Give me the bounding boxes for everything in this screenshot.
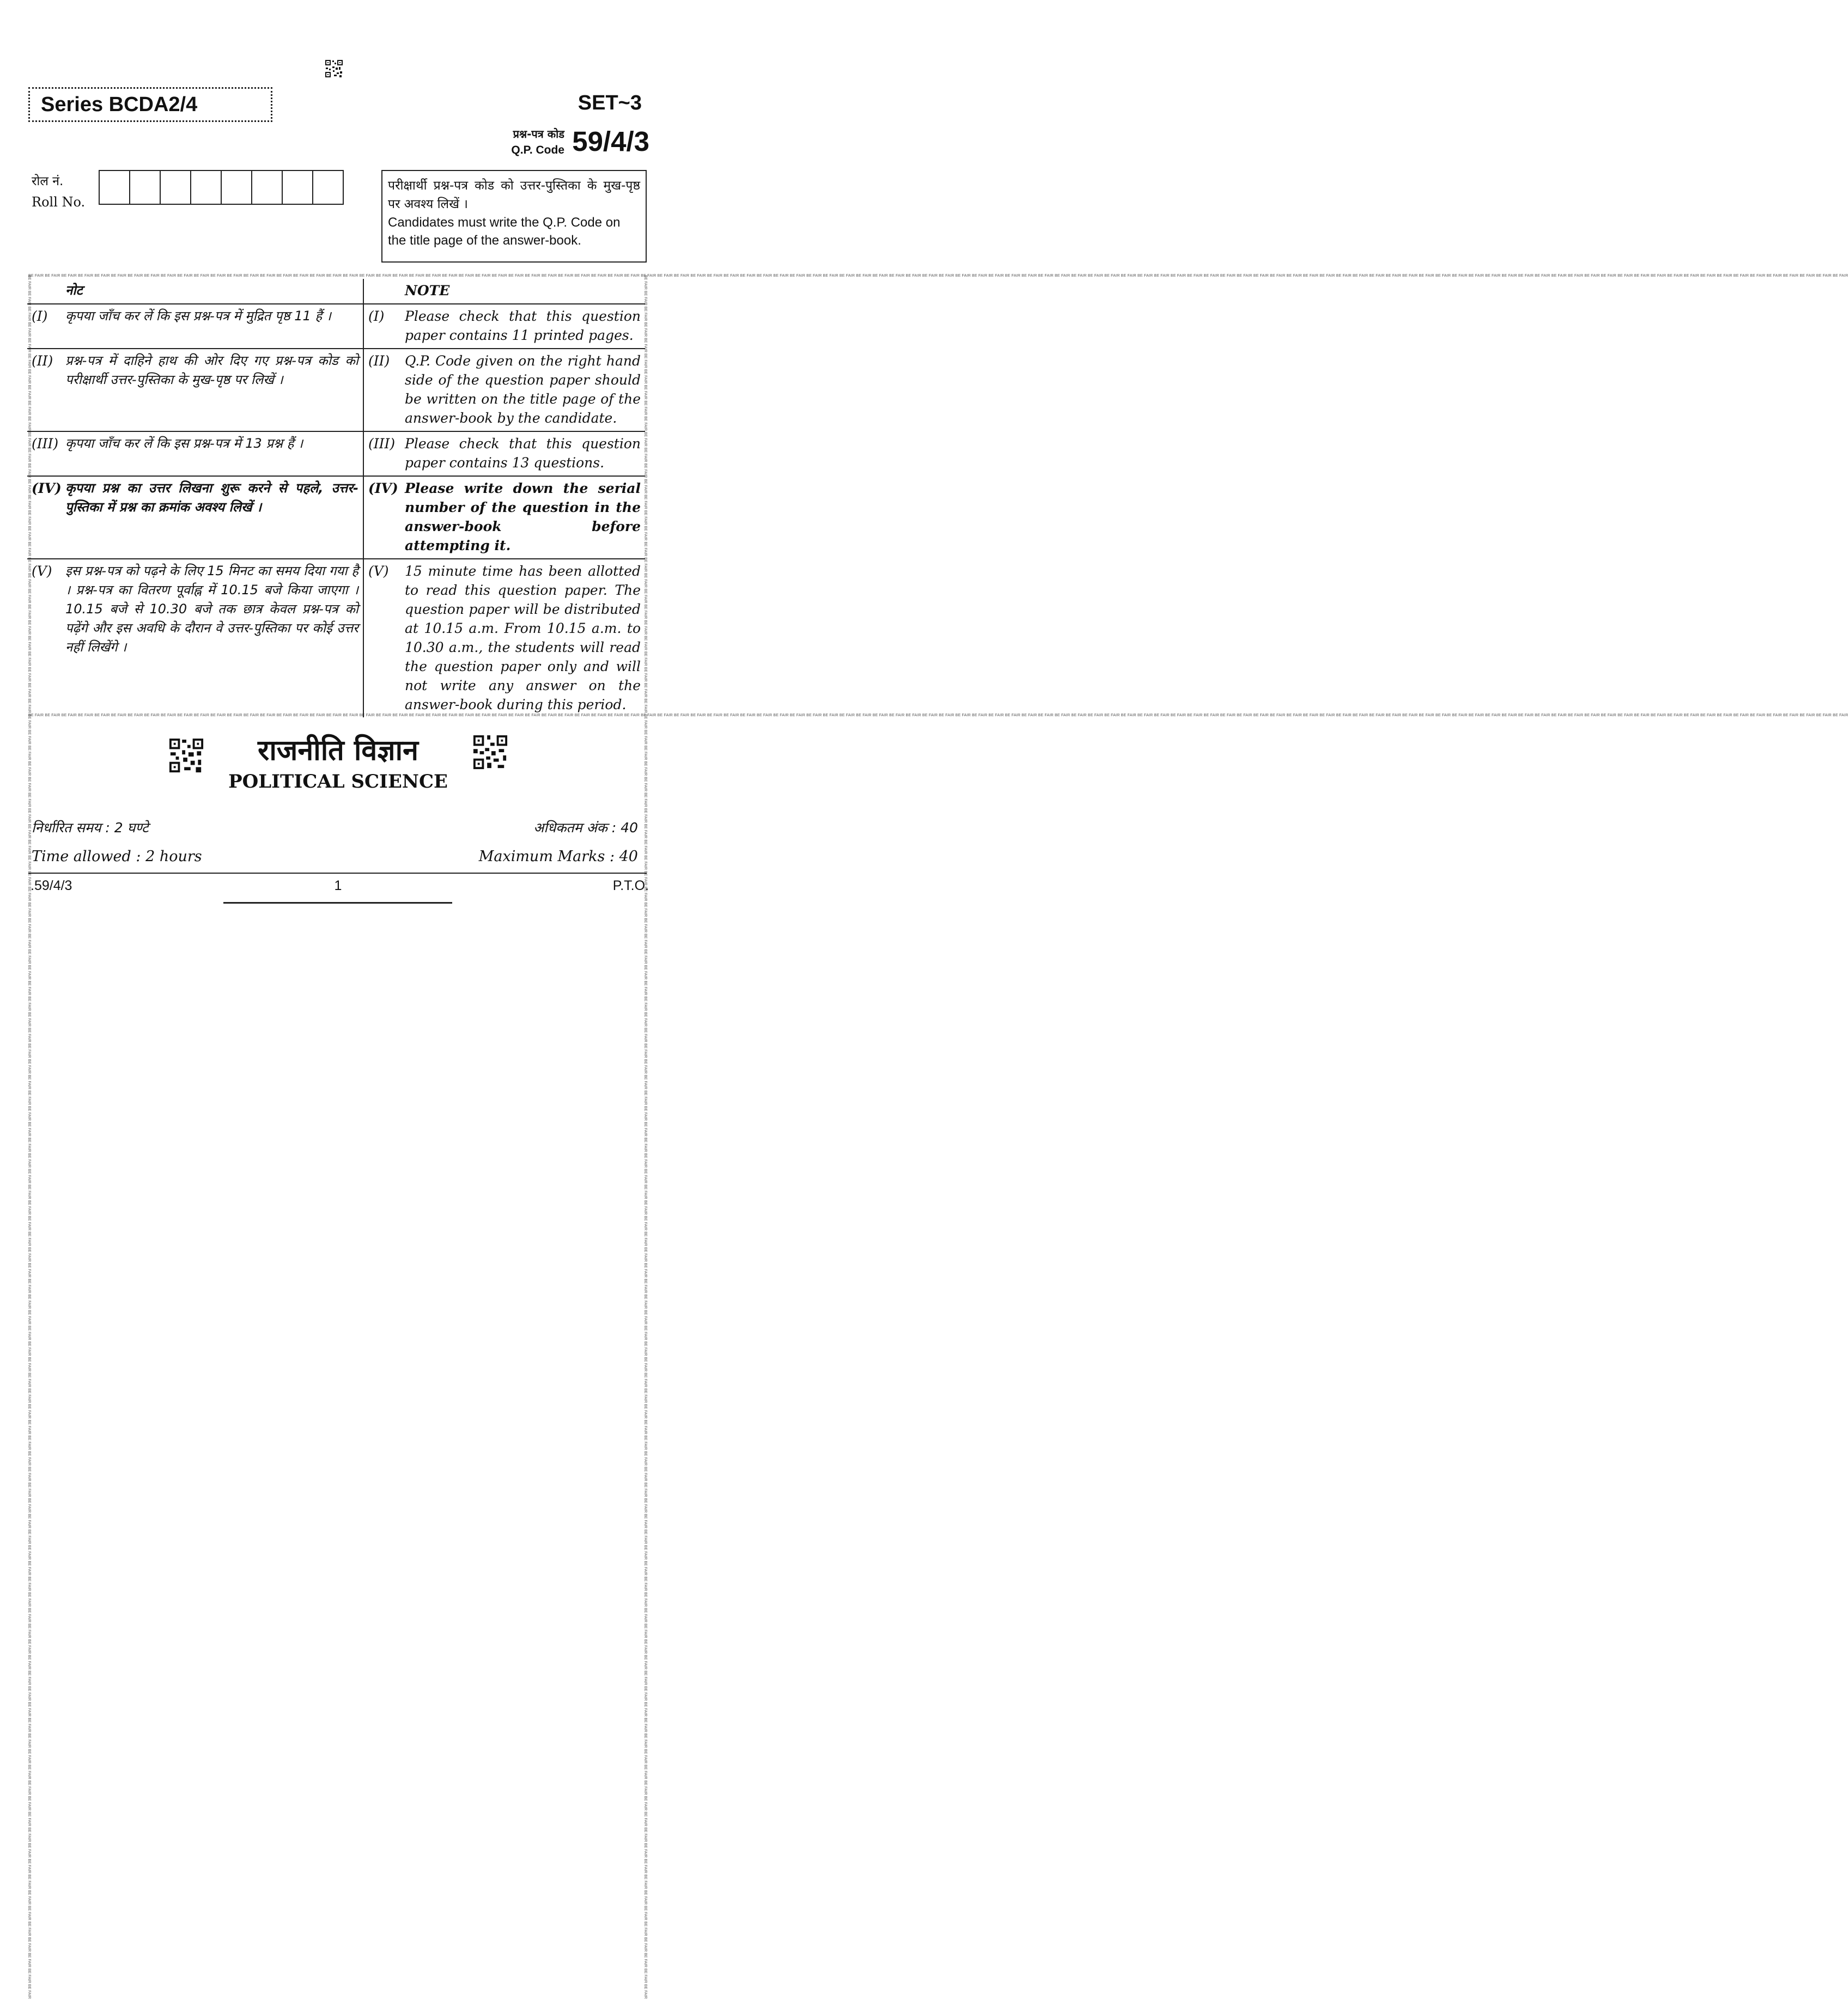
footer-code: .59/4/3: [31, 878, 72, 893]
max-marks-hi: अधिकतम अंक : 40: [533, 820, 638, 836]
roll-label-en: Roll No.: [32, 194, 86, 210]
be-fair-watermark: BE FAIR BE FAIR BE FAIR BE FAIR BE FAIR BE FAIR BE FAIR BE FAIR BE FAIR BE FAIR BE FAIR BE FAIR BE FAIR BE FAIR BE FAIR BE FAIR BE FAIR BE FAIR BE FAIR BE FAIR BE FAIR BE FAIR BE FAIR BE FAIR BE FAIR BE FAIR BE FAIR BE FAIR BE FAIR BE FAIR BE FAIR BE FAIR BE FAIR BE FAIR BE FAIR BE FAIR BE FAIR BE FAIR BE FAIR BE FAIR BE FAIR BE FAIR BE FAIR BE FAIR BE FAIR BE FAIR BE FAIR BE FAIR BE FAIR BE FAIR BE FAIR BE FAIR BE FAIR BE FAIR BE FAIR BE FAIR BE FAIR BE FAIR BE FAIR BE FAIR BE FAIR BE FAIR BE FAIR BE FAIR BE FAIR BE FAIR BE FAIR BE FAIR BE FAIR BE FAIR BE FAIR BE FAIR BE FAIR BE FAIR BE FAIR BE FAIR BE FAIR BE FAIR BE FAIR BE FAIR BE FAIR BE FAIR BE FAIR BE FAIR BE FAIR BE FAIR BE FAIR BE FAIR BE FAIR BE FAIR BE FAIR BE FAIR BE FAIR BE FAIR BE FAIR BE FAIR BE FAIR BE FAIR BE FAIR BE FAIR BE FAIR BE FAIR BE FAIR BE FAIR BE FAIR BE FAIR BE FAIR BE FAIR BE FAIR BE FAIR: [27, 275, 31, 1999]
notes-table: [27, 279, 645, 717]
note-number-en: (III): [363, 431, 400, 476]
series-box: [28, 87, 272, 122]
note-row: [27, 431, 645, 476]
qp-code-label-en: Q.P. Code: [511, 144, 564, 156]
note-text-en: Please check that this question paper contains 13 questions.: [400, 431, 645, 476]
roll-label: [32, 171, 85, 212]
be-fair-watermark: BE FAIR BE FAIR BE FAIR BE FAIR BE FAIR BE FAIR BE FAIR BE FAIR BE FAIR BE FAIR BE FAIR BE FAIR BE FAIR BE FAIR BE FAIR BE FAIR BE FAIR BE FAIR BE FAIR BE FAIR BE FAIR BE FAIR BE FAIR BE FAIR BE FAIR BE FAIR BE FAIR BE FAIR BE FAIR BE FAIR BE FAIR BE FAIR BE FAIR BE FAIR BE FAIR BE FAIR BE FAIR BE FAIR BE FAIR BE FAIR BE FAIR BE FAIR BE FAIR BE FAIR BE FAIR BE FAIR BE FAIR BE FAIR BE FAIR BE FAIR BE FAIR BE FAIR BE FAIR BE FAIR BE FAIR BE FAIR BE FAIR BE FAIR BE FAIR BE FAIR BE FAIR BE FAIR BE FAIR BE FAIR BE FAIR BE FAIR BE FAIR BE FAIR BE FAIR BE FAIR BE FAIR BE FAIR BE FAIR BE FAIR BE FAIR BE FAIR BE FAIR BE FAIR BE FAIR BE FAIR BE FAIR BE FAIR BE FAIR BE FAIR BE FAIR BE FAIR BE FAIR BE FAIR BE FAIR BE FAIR BE FAIR BE FAIR BE FAIR BE FAIR BE FAIR BE FAIR BE FAIR BE FAIR BE FAIR BE FAIR BE FAIR BE FAIR BE FAIR BE FAIR BE FAIR BE FAIR BE FAIR BE FAIR BE FAIR BE FAIR: [643, 275, 647, 1999]
time-allowed-en: Time allowed : 2 hours: [32, 848, 202, 865]
time-allowed-hi: निर्धारित समय : 2 घण्टे: [32, 820, 149, 836]
roll-number-box[interactable]: [251, 170, 283, 205]
note-text-en: Q.P. Code given on the right hand side of the question paper should be written on the title page of the answer-book by the candidate.: [400, 349, 645, 431]
roll-number-box[interactable]: [129, 170, 161, 205]
note-number-en: (V): [363, 559, 400, 717]
note-text-hi: कृपया जाँच कर लें कि इस प्रश्न-पत्र में 13 प्रश्न हैं ।: [61, 431, 363, 476]
candidate-instruction-box: [381, 170, 647, 263]
note-text-en: Please check that this question paper contains 11 printed pages.: [400, 304, 645, 349]
note-number-hi: (V): [27, 559, 61, 717]
note-number-en: (IV): [363, 476, 400, 559]
note-text-en: 15 minute time has been allotted to read this question paper. The question paper will be distributed at 10.15 a.m. From 10.15 a.m. to 10.30 a.m., the students will read the question paper only and will not write any answer on the answer-book during this period.: [400, 559, 645, 717]
note-row: [27, 349, 645, 431]
note-row: [27, 559, 645, 717]
roll-number-box[interactable]: [282, 170, 313, 205]
note-text-hi: इस प्रश्न-पत्र को पढ़ने के लिए 15 मिनट का समय दिया गया है । प्रश्न-पत्र का वितरण पूर्वाह्न में 10.15 बजे किया जाएगा । 10.15 बजे से 10.30 बजे तक छात्र केवल प्रश्न-पत्र को पढ़ेंगे और इस अवधि के दौरान वे उत्तर-पुस्तिका पर कोई उत्तर नहीं लिखेंगे ।: [61, 559, 363, 717]
roll-label-hi: रोल नं.: [32, 174, 64, 188]
candidate-instruction-en: Candidates must write the Q.P. Code on the title page of the answer-book.: [388, 215, 621, 248]
note-text-hi: कृपया प्रश्न का उत्तर लिखना शुरू करने से पहले, उत्तर-पुस्तिका में प्रश्न का क्रमांक अवश्य लिखें ।: [61, 476, 363, 559]
qp-code-label-hi: प्रश्न-पत्र कोड: [513, 127, 564, 141]
note-number-hi: (I): [27, 304, 61, 349]
note-number-hi: (II): [27, 349, 61, 431]
roll-number-box[interactable]: [190, 170, 222, 205]
note-text-en: Please write down the serial number of the question in the answer-book before attempting it.: [400, 476, 645, 559]
max-marks-en: Maximum Marks : 40: [478, 848, 638, 865]
notes-heading-en: NOTE: [405, 283, 450, 298]
roll-number-boxes: [99, 170, 344, 205]
be-fair-border-top: [28, 274, 1848, 278]
note-row: [27, 304, 645, 349]
roll-number-box[interactable]: [160, 170, 191, 205]
roll-number-box[interactable]: [99, 170, 130, 205]
note-number-hi: (IV): [27, 476, 61, 559]
notes-heading-row: [27, 279, 645, 304]
notes-heading-hi: नोट: [65, 283, 83, 298]
qp-code-label: [511, 126, 564, 158]
note-text-hi: कृपया जाँच कर लें कि इस प्रश्न-पत्र में मुद्रित पृष्ठ 11 हैं ।: [61, 304, 363, 349]
set-label: SET~3: [578, 92, 642, 114]
roll-number-box[interactable]: [312, 170, 344, 205]
note-text-hi: प्रश्न-पत्र में दाहिने हाथ की ओर दिए गए प्रश्न-पत्र कोड को परीक्षार्थी उत्तर-पुस्तिका के मुख-पृष्ठ पर लिखें ।: [61, 349, 363, 431]
series-label: Series BCDA2/4: [41, 93, 198, 116]
roll-number-box[interactable]: [221, 170, 252, 205]
subject-title-hi: राजनीति विज्ञान: [258, 734, 418, 767]
page-number: 1: [334, 878, 342, 893]
be-fair-watermark: BE FAIR BE FAIR BE FAIR BE FAIR BE FAIR BE FAIR BE FAIR BE FAIR BE FAIR BE FAIR BE FAIR BE FAIR BE FAIR BE FAIR BE FAIR BE FAIR BE FAIR BE FAIR BE FAIR BE FAIR BE FAIR BE FAIR BE FAIR BE FAIR BE FAIR BE FAIR BE FAIR BE FAIR BE FAIR BE FAIR BE FAIR BE FAIR BE FAIR BE FAIR BE FAIR BE FAIR BE FAIR BE FAIR BE FAIR BE FAIR BE FAIR BE FAIR BE FAIR BE FAIR BE FAIR BE FAIR BE FAIR BE FAIR BE FAIR BE FAIR BE FAIR BE FAIR BE FAIR BE FAIR BE FAIR BE FAIR BE FAIR BE FAIR BE FAIR BE FAIR BE FAIR BE FAIR BE FAIR BE FAIR BE FAIR BE FAIR BE FAIR BE FAIR BE FAIR BE FAIR BE FAIR BE FAIR BE FAIR BE FAIR BE FAIR BE FAIR BE FAIR BE FAIR BE FAIR BE FAIR BE FAIR BE FAIR BE FAIR BE FAIR BE FAIR BE FAIR BE FAIR BE FAIR BE FAIR BE FAIR BE FAIR BE FAIR BE FAIR BE FAIR BE FAIR BE FAIR BE FAIR BE FAIR BE FAIR BE FAIR BE FAIR BE FAIR BE FAIR BE FAIR BE FAIR BE FAIR BE FAIR BE FAIR BE FAIR BE FAIR: [28, 714, 1848, 717]
footer-rule: [28, 873, 647, 874]
qr-code-top: [325, 59, 343, 78]
pto-label: P.T.O.: [612, 878, 649, 893]
note-number-en: (II): [363, 349, 400, 431]
subject-title-en: POLITICAL SCIENCE: [228, 771, 448, 793]
note-row: [27, 476, 645, 559]
be-fair-watermark: BE FAIR BE FAIR BE FAIR BE FAIR BE FAIR BE FAIR BE FAIR BE FAIR BE FAIR BE FAIR BE FAIR BE FAIR BE FAIR BE FAIR BE FAIR BE FAIR BE FAIR BE FAIR BE FAIR BE FAIR BE FAIR BE FAIR BE FAIR BE FAIR BE FAIR BE FAIR BE FAIR BE FAIR BE FAIR BE FAIR BE FAIR BE FAIR BE FAIR BE FAIR BE FAIR BE FAIR BE FAIR BE FAIR BE FAIR BE FAIR BE FAIR BE FAIR BE FAIR BE FAIR BE FAIR BE FAIR BE FAIR BE FAIR BE FAIR BE FAIR BE FAIR BE FAIR BE FAIR BE FAIR BE FAIR BE FAIR BE FAIR BE FAIR BE FAIR BE FAIR BE FAIR BE FAIR BE FAIR BE FAIR BE FAIR BE FAIR BE FAIR BE FAIR BE FAIR BE FAIR BE FAIR BE FAIR BE FAIR BE FAIR BE FAIR BE FAIR BE FAIR BE FAIR BE FAIR BE FAIR BE FAIR BE FAIR BE FAIR BE FAIR BE FAIR BE FAIR BE FAIR BE FAIR BE FAIR BE FAIR BE FAIR BE FAIR BE FAIR BE FAIR BE FAIR BE FAIR BE FAIR BE FAIR BE FAIR BE FAIR BE FAIR BE FAIR BE FAIR BE FAIR BE FAIR BE FAIR BE FAIR BE FAIR BE FAIR BE FAIR: [28, 274, 1848, 278]
qp-code-value: 59/4/3: [572, 126, 649, 157]
note-number-hi: (III): [27, 431, 61, 476]
candidate-instruction-hi: परीक्षार्थी प्रश्न-पत्र कोड को उत्तर-पुस्तिका के मुख-पृष्ठ पर अवश्य लिखें ।: [388, 179, 640, 211]
page-number-underline: [223, 902, 452, 904]
note-number-en: (I): [363, 304, 400, 349]
